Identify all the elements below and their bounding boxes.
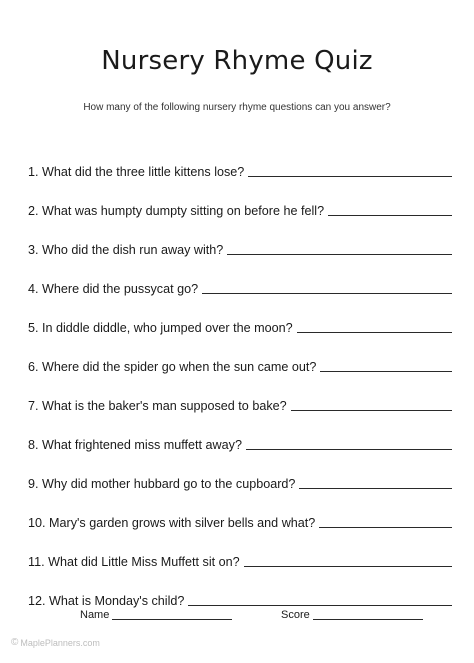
question-item	[28, 258, 452, 297]
question-text: 1. What did the three little kittens lose?	[28, 165, 245, 179]
footer-fields	[0, 608, 474, 628]
answer-line[interactable]	[299, 487, 452, 489]
question-item	[28, 453, 452, 492]
answer-line[interactable]	[246, 448, 452, 450]
question-item	[28, 570, 452, 609]
answer-line[interactable]	[291, 409, 452, 411]
question-text: 12. What is Monday's child?	[28, 594, 185, 608]
score-input-line[interactable]	[313, 618, 423, 620]
answer-line[interactable]	[320, 370, 452, 372]
page-title: Nursery Rhyme Quiz	[101, 46, 373, 76]
question-text: 9. Why did mother hubbard go to the cupboard?	[28, 477, 296, 491]
question-text: 5. In diddle diddle, who jumped over the moon?	[28, 321, 293, 335]
question-item	[28, 336, 452, 375]
question-text: 8. What frightened miss muffett away?	[28, 438, 242, 452]
question-text: 11. What did Little Miss Muffett sit on?	[28, 555, 240, 569]
score-field	[281, 608, 423, 622]
answer-line[interactable]	[248, 175, 452, 177]
name-field	[80, 608, 232, 622]
answer-line[interactable]	[188, 604, 452, 606]
name-label: Name	[80, 609, 110, 621]
question-text: 10. Mary's garden grows with silver bells and what?	[28, 516, 316, 530]
name-input-line[interactable]	[112, 618, 232, 620]
question-item	[28, 492, 452, 531]
answer-line[interactable]	[319, 526, 452, 528]
question-text: 7. What is the baker's man supposed to bake?	[28, 399, 287, 413]
question-text: 6. Where did the spider go when the sun came out?	[28, 360, 317, 374]
instructions-text: How many of the following nursery rhyme questions can you answer?	[83, 102, 391, 113]
question-text: 3. Who did the dish run away with?	[28, 243, 224, 257]
question-text: 2. What was humpty dumpty sitting on before he fell?	[28, 204, 325, 218]
question-item	[28, 180, 452, 219]
question-item	[28, 141, 452, 180]
watermark	[11, 637, 100, 648]
question-item	[28, 414, 452, 453]
score-label: Score	[281, 609, 310, 621]
question-text: 4. Where did the pussycat go?	[28, 282, 199, 296]
question-item	[28, 531, 452, 570]
answer-line[interactable]	[244, 565, 452, 567]
question-list	[28, 141, 452, 609]
question-item	[28, 375, 452, 414]
answer-line[interactable]	[202, 292, 452, 294]
question-item	[28, 297, 452, 336]
answer-line[interactable]	[297, 331, 452, 333]
watermark-text: MaplePlanners.com	[20, 637, 100, 648]
answer-line[interactable]	[328, 214, 452, 216]
question-item	[28, 219, 452, 258]
copyright-icon: ©	[11, 637, 19, 648]
answer-line[interactable]	[227, 253, 452, 255]
